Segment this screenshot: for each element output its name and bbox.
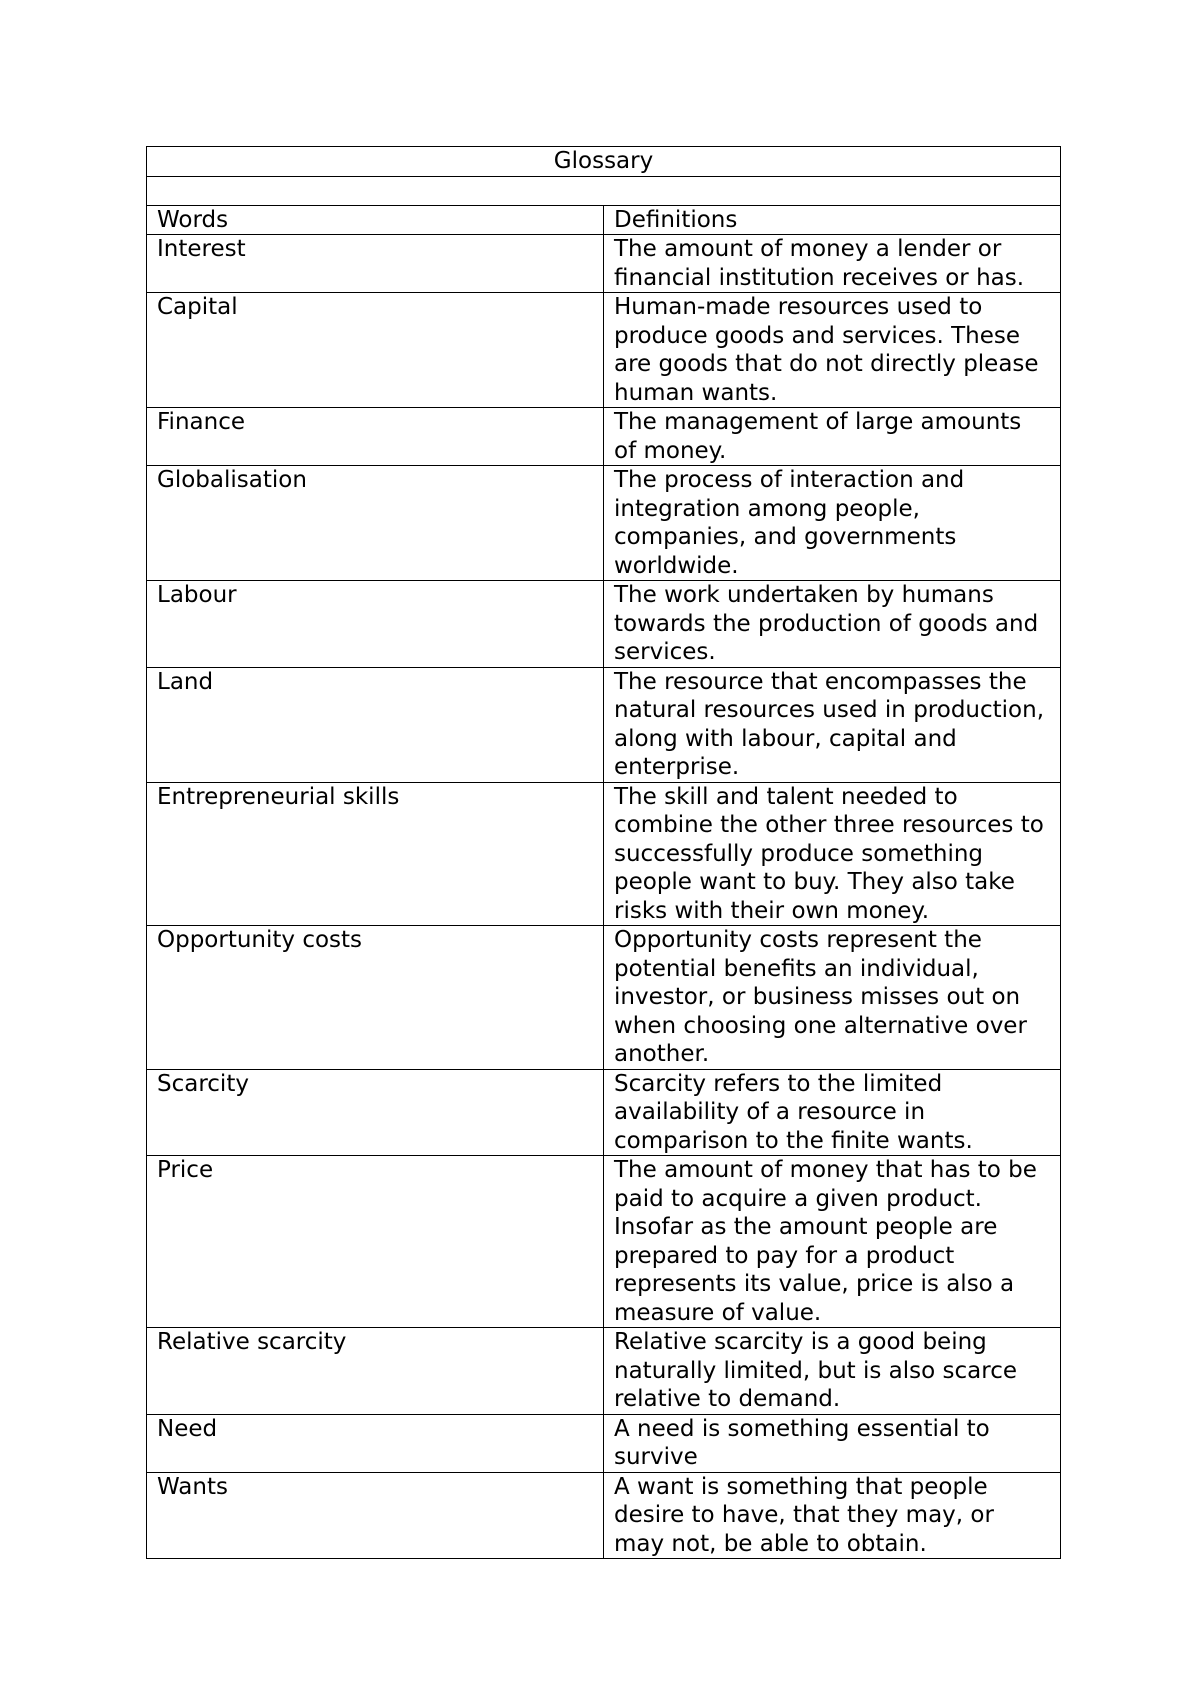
word-cell: Need bbox=[147, 1414, 604, 1472]
word-cell: Opportunity costs bbox=[147, 926, 604, 1070]
definition-cell: The management of large amounts of money. bbox=[604, 408, 1061, 466]
words-header: Words bbox=[147, 205, 604, 235]
definition-cell: The process of interaction and integration among people, companies, and governments worldwide. bbox=[604, 466, 1061, 581]
definition-cell: The resource that encompasses the natural resources used in production, along with labour, capital and enterprise. bbox=[604, 667, 1061, 782]
table-row bbox=[147, 1472, 1061, 1559]
word-cell: Price bbox=[147, 1156, 604, 1328]
definition-cell: The skill and talent needed to combine the other three resources to successfully produce something people want to buy. They also take risks with their own money. bbox=[604, 782, 1061, 926]
table-row bbox=[147, 926, 1061, 1070]
word-cell: Wants bbox=[147, 1472, 604, 1559]
header-row bbox=[147, 205, 1061, 235]
title-row bbox=[147, 147, 1061, 177]
table-row bbox=[147, 1414, 1061, 1472]
definitions-header: Definitions bbox=[604, 205, 1061, 235]
table-row bbox=[147, 293, 1061, 408]
table-row bbox=[147, 667, 1061, 782]
word-cell: Labour bbox=[147, 581, 604, 668]
definition-cell: The work undertaken by humans towards the production of goods and services. bbox=[604, 581, 1061, 668]
blank-cell bbox=[147, 176, 1061, 205]
table-row bbox=[147, 1069, 1061, 1156]
blank-row bbox=[147, 176, 1061, 205]
table-row bbox=[147, 1328, 1061, 1415]
table-row bbox=[147, 235, 1061, 293]
definition-cell: The amount of money that has to be paid to acquire a given product. Insofar as the amount people are prepared to pay for a product represents its value, price is also a measure of value. bbox=[604, 1156, 1061, 1328]
glossary-title: Glossary bbox=[147, 147, 1061, 177]
word-cell: Entrepreneurial skills bbox=[147, 782, 604, 926]
word-cell: Globalisation bbox=[147, 466, 604, 581]
glossary-table bbox=[146, 146, 1061, 1559]
table-row bbox=[147, 466, 1061, 581]
word-cell: Scarcity bbox=[147, 1069, 604, 1156]
definition-cell: A need is something essential to survive bbox=[604, 1414, 1061, 1472]
definition-cell: A want is something that people desire to have, that they may, or may not, be able to obtain. bbox=[604, 1472, 1061, 1559]
definition-cell: Opportunity costs represent the potential benefits an individual, investor, or business misses out on when choosing one alternative over another. bbox=[604, 926, 1061, 1070]
table-row bbox=[147, 408, 1061, 466]
definition-cell: Scarcity refers to the limited availability of a resource in comparison to the finite wants. bbox=[604, 1069, 1061, 1156]
definition-cell: Human-made resources used to produce goods and services. These are goods that do not directly please human wants. bbox=[604, 293, 1061, 408]
word-cell: Finance bbox=[147, 408, 604, 466]
word-cell: Interest bbox=[147, 235, 604, 293]
definition-cell: Relative scarcity is a good being naturally limited, but is also scarce relative to demand. bbox=[604, 1328, 1061, 1415]
word-cell: Capital bbox=[147, 293, 604, 408]
word-cell: Land bbox=[147, 667, 604, 782]
table-row bbox=[147, 1156, 1061, 1328]
definition-cell: The amount of money a lender or financial institution receives or has. bbox=[604, 235, 1061, 293]
table-row bbox=[147, 581, 1061, 668]
table-row bbox=[147, 782, 1061, 926]
word-cell: Relative scarcity bbox=[147, 1328, 604, 1415]
